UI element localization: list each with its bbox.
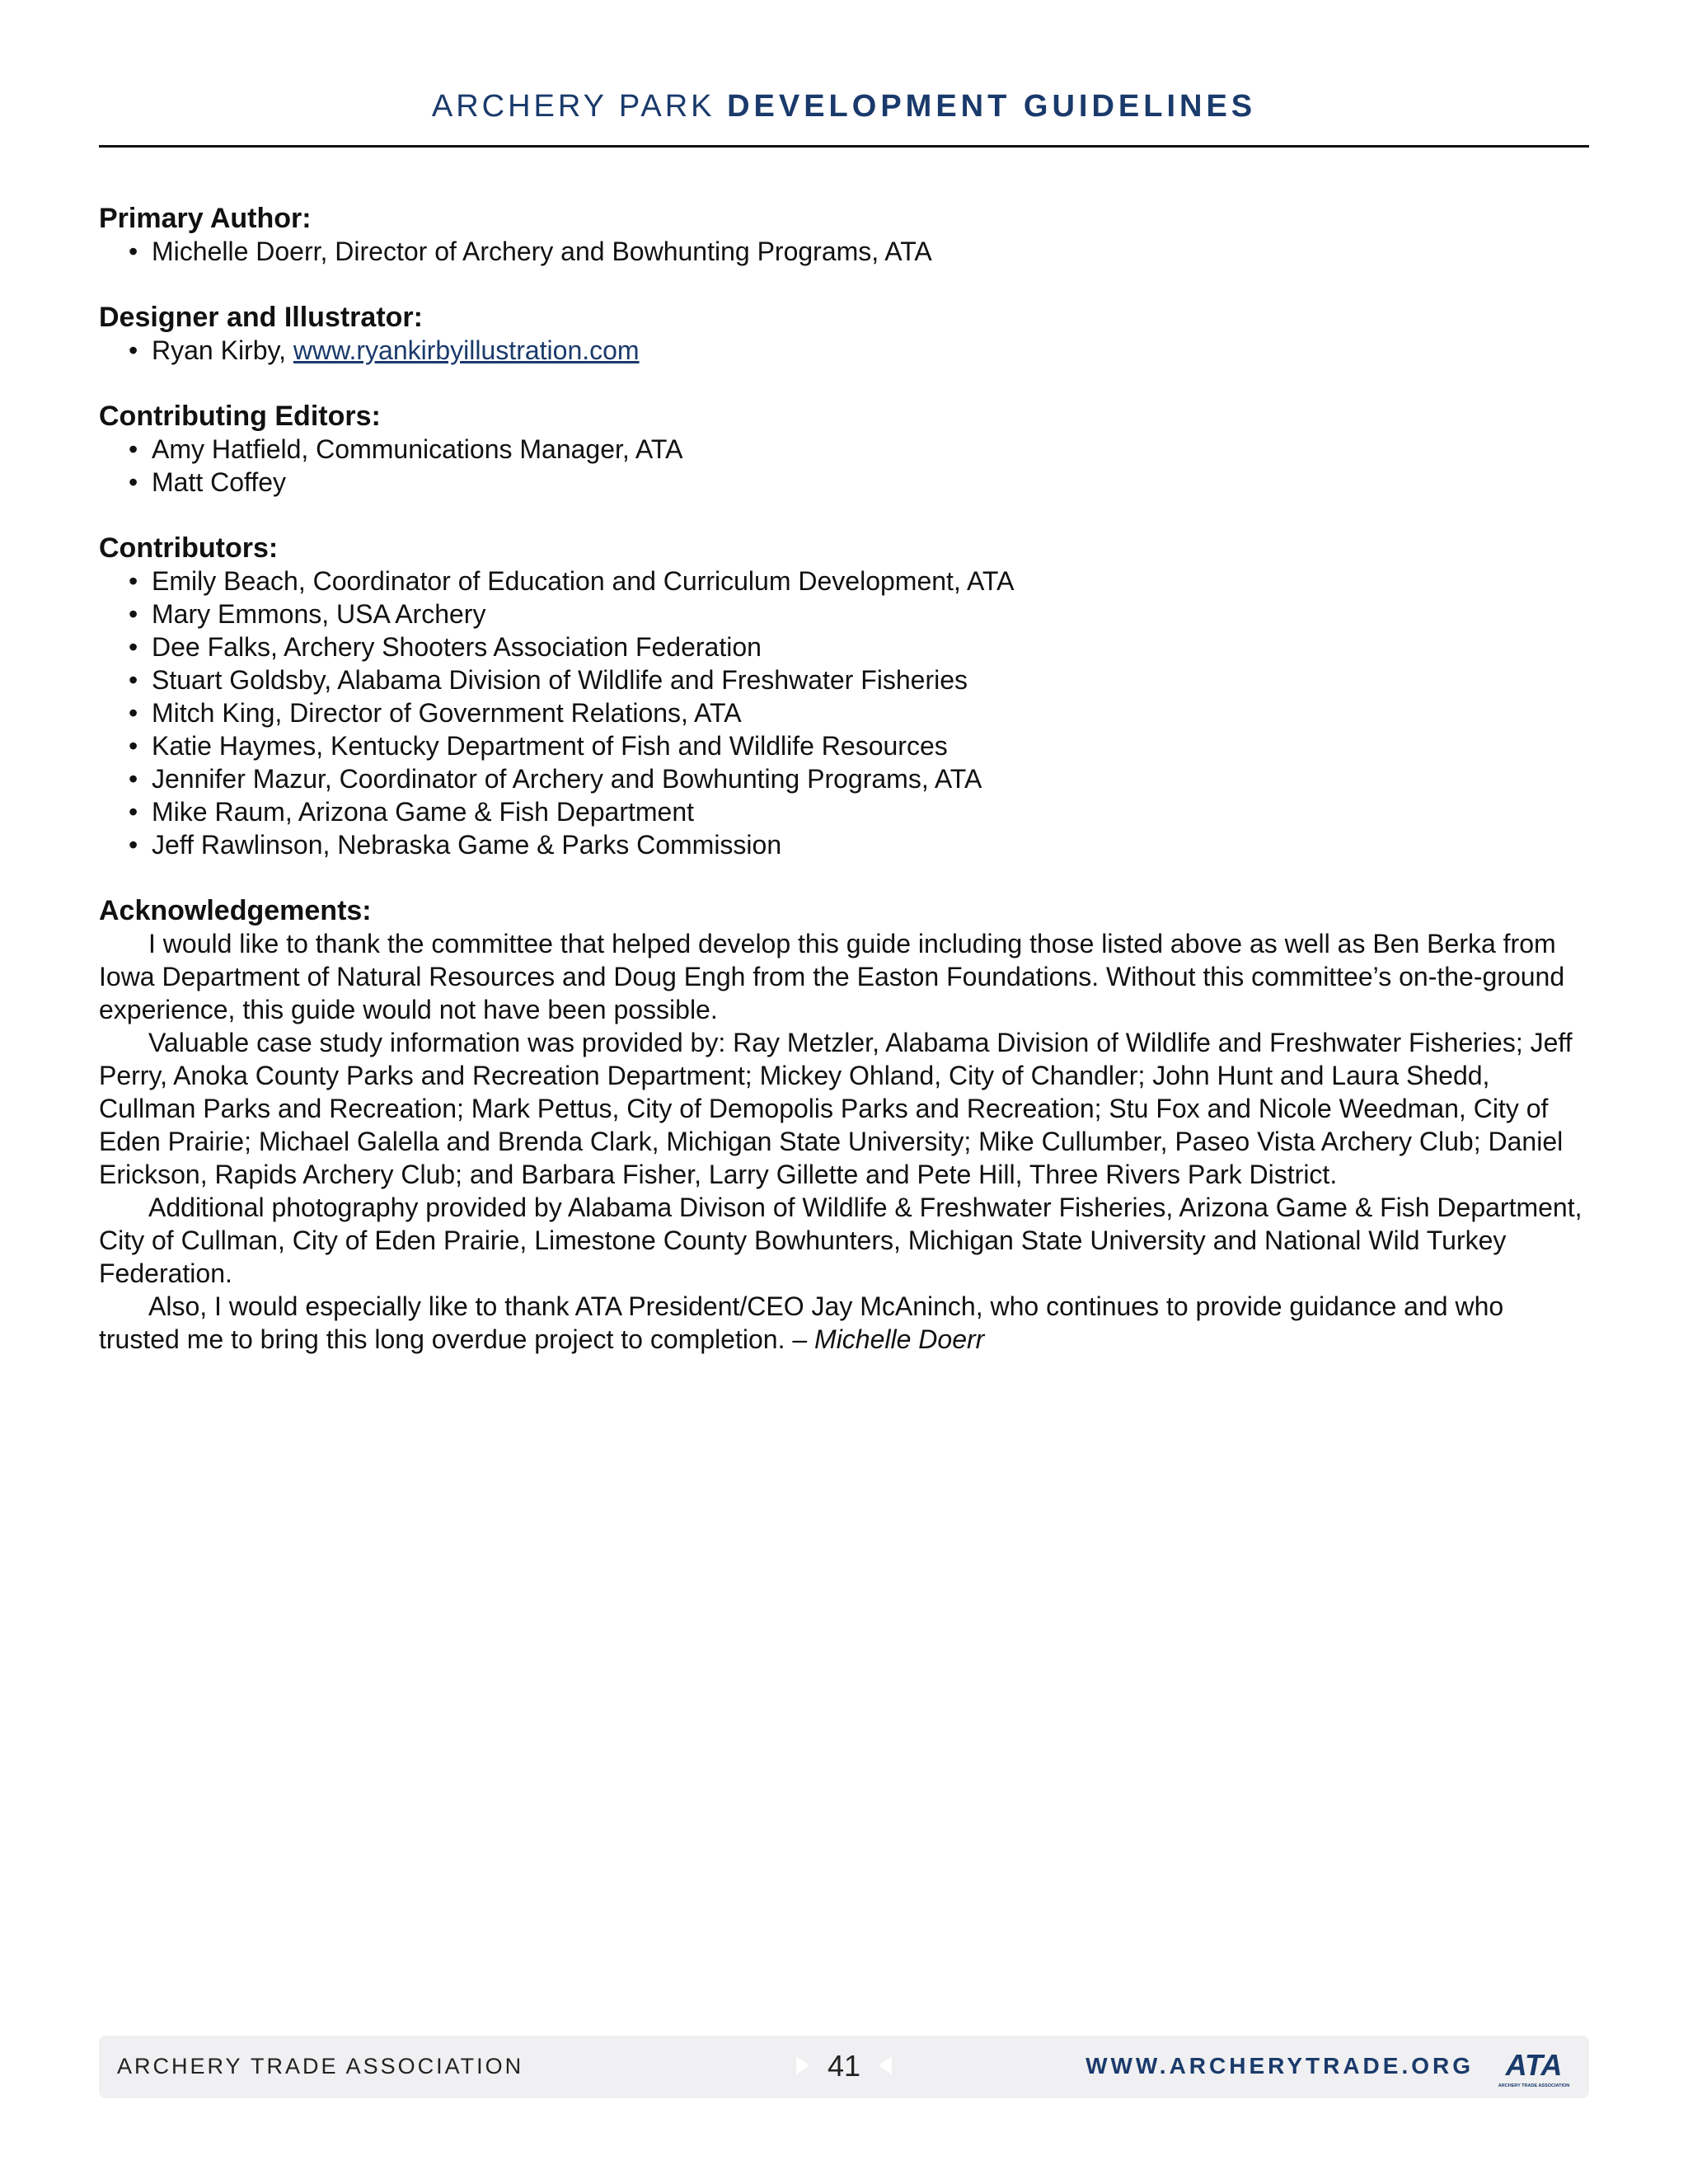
editors-section [99, 400, 1589, 499]
author-signature: Michelle Doerr [814, 1324, 985, 1354]
page-content [99, 202, 1589, 1389]
logo-text: ATA [1505, 2048, 1563, 2082]
page-number: 41 [827, 2049, 861, 2083]
editors-heading: Contributing Editors: [99, 401, 381, 432]
primary-author-list [99, 235, 1589, 268]
designer-section [99, 301, 1589, 367]
footer-org-name: ARCHERY TRADE ASSOCIATION [117, 2054, 524, 2079]
arrow-left-icon [879, 2056, 892, 2074]
contributors-list [99, 565, 1589, 861]
final-paragraph-text: Also, I would especially like to thank ATA President/CEO Jay McAninch, who continues to provide guidance and who trusted me to bring this long overdue project to completion. – [99, 1291, 1504, 1354]
acknowledgements-paragraph: Additional photography provided by Alabama Divison of Wildlife & Freshwater Fisheries, Arizona Game & Fish Department, City of Cullman, City of Eden Prairie, Limestone County Bowhunters, Michigan State University and National Wild Turkey Federation. [99, 1193, 1582, 1288]
designer-website-link[interactable]: www.ryankirbyillustration.com [293, 335, 640, 365]
list-item: • Michelle Doerr, Director of Archery and Bowhunting Programs, ATA [129, 235, 1589, 268]
designer-list [99, 334, 1589, 367]
acknowledgements-paragraph: Valuable case study information was provided by: Ray Metzler, Alabama Division of Wildlife and Freshwater Fisheries; Jeff Perry, Anoka County Parks and Recreation Department; Mickey Ohland, City of Chandler; John Hunt and Laura Shedd, Cullman Parks and Recreation; Mark Pettus, City of Demopolis Parks and Recreation; Stu Fox and Nicole Weedman, City of Eden Prairie; Michael Galella and Brenda Clark, Michigan State University; Mike Cullumber, Paseo Vista Archery Club; Daniel Erickson, Rapids Archery Club; and Barbara Fisher, Larry Gillette and Pete Hill, Three Rivers Park District. [99, 1028, 1573, 1189]
list-item: • Mitch King, Director of Government Relations, ATA [129, 696, 1589, 729]
header-title-bold: DEVELOPMENT GUIDELINES [727, 89, 1257, 124]
acknowledgements-section [99, 894, 1589, 1356]
list-item: • Jeff Rawlinson, Nebraska Game & Parks Commission [129, 828, 1589, 861]
primary-author-heading: Primary Author: [99, 203, 312, 234]
footer-website-link[interactable]: WWW.ARCHERYTRADE.ORG [1085, 2053, 1474, 2079]
list-item: • Dee Falks, Archery Shooters Association Federation [129, 630, 1589, 663]
acknowledgements-final-paragraph [99, 1290, 1589, 1356]
list-item: • Emily Beach, Coordinator of Education and Curriculum Development, ATA [129, 565, 1589, 598]
acknowledgements-paragraph: I would like to thank the committee that helped develop this guide including those listed above as well as Ben Berka from Iowa Department of Natural Resources and Doug Engh from the Easton Foundations. Without this committee’s on-the-ground experience, this guide would not have been possible. [99, 929, 1565, 1024]
list-item: • Jennifer Mazur, Coordinator of Archery and Bowhunting Programs, ATA [129, 762, 1589, 795]
list-item: • Mike Raum, Arizona Game & Fish Department [129, 795, 1589, 828]
list-item: • Stuart Goldsby, Alabama Division of Wildlife and Freshwater Fisheries [129, 663, 1589, 696]
logo-subtext: ARCHERY TRADE ASSOCIATION [1498, 2083, 1570, 2088]
page-footer [99, 2036, 1589, 2098]
page-header-title [0, 89, 1688, 124]
list-item: • Matt Coffey [129, 466, 1589, 499]
list-item: • Amy Hatfield, Communications Manager, ATA [129, 433, 1589, 466]
header-divider [99, 145, 1589, 148]
primary-author-section [99, 202, 1589, 268]
contributors-section [99, 532, 1589, 861]
list-item: • Katie Haymes, Kentucky Department of Fish and Wildlife Resources [129, 729, 1589, 762]
designer-heading: Designer and Illustrator: [99, 302, 423, 333]
acknowledgements-heading: Acknowledgements: [99, 895, 372, 926]
list-item: • Mary Emmons, USA Archery [129, 598, 1589, 630]
contributors-heading: Contributors: [99, 532, 279, 564]
ata-logo-icon [1497, 2044, 1571, 2092]
header-title-light: ARCHERY PARK [431, 89, 715, 124]
editors-list [99, 433, 1589, 499]
designer-name: Ryan Kirby, [152, 335, 287, 365]
list-item [129, 334, 1589, 367]
